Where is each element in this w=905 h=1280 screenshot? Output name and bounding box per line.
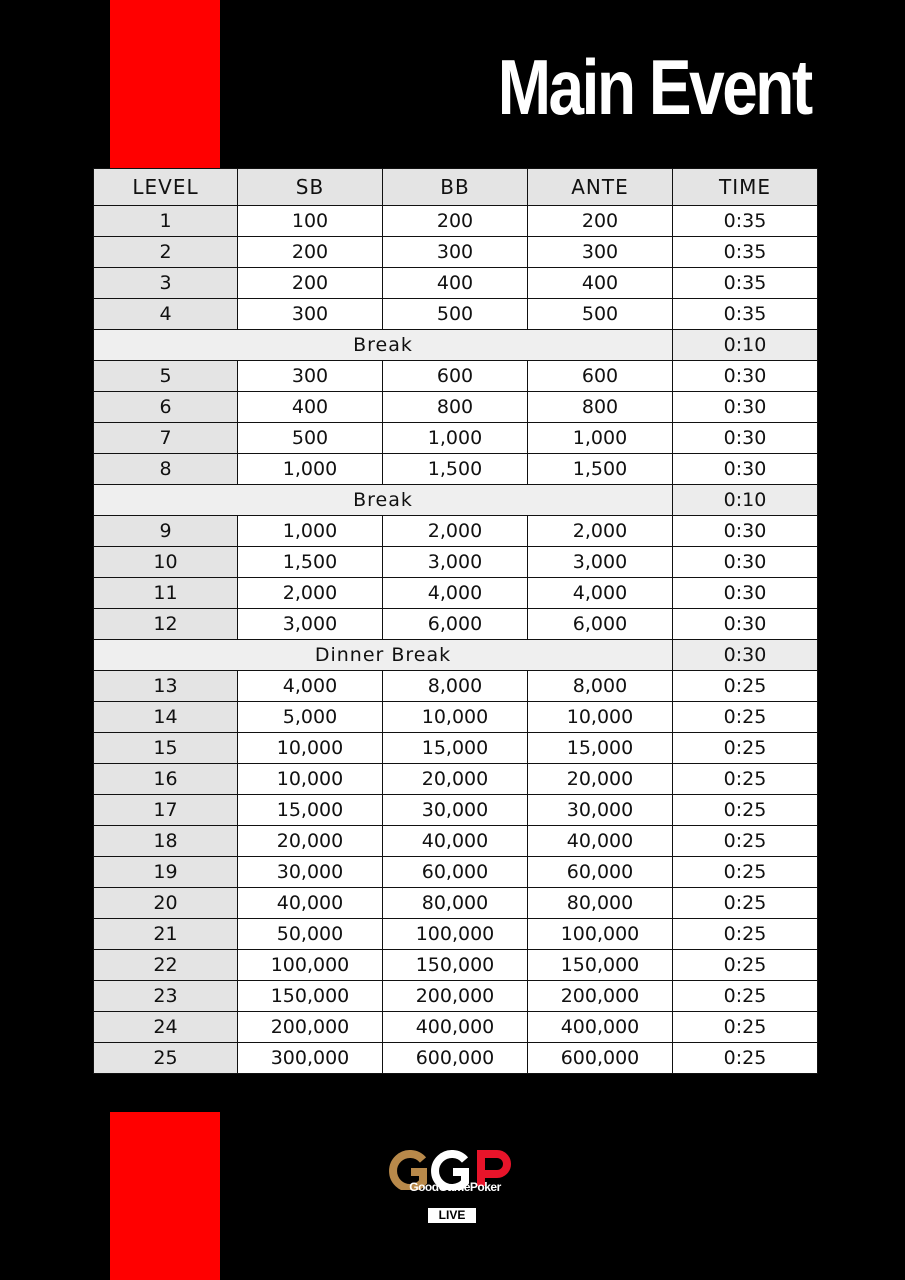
cell-bb: 40,000: [383, 826, 528, 857]
table-row: [94, 950, 818, 981]
cell-sb: 20,000: [238, 826, 383, 857]
cell-ante: 400: [528, 268, 673, 299]
table-row: [94, 919, 818, 950]
cell-bb: 15,000: [383, 733, 528, 764]
cell-sb: 300: [238, 299, 383, 330]
header-time: TIME: [673, 169, 818, 206]
cell-level: 11: [94, 578, 238, 609]
cell-bb: 1,000: [383, 423, 528, 454]
table-header-row: [94, 169, 818, 206]
cell-sb: 100,000: [238, 950, 383, 981]
cell-ante: 1,000: [528, 423, 673, 454]
table-row: [94, 1043, 818, 1074]
cell-bb: 20,000: [383, 764, 528, 795]
red-accent-bar-top: [110, 0, 220, 168]
cell-level: 13: [94, 671, 238, 702]
cell-ante: 100,000: [528, 919, 673, 950]
table-row: [94, 206, 818, 237]
table-row: [94, 888, 818, 919]
cell-ante: 6,000: [528, 609, 673, 640]
cell-bb: 10,000: [383, 702, 528, 733]
cell-ante: 8,000: [528, 671, 673, 702]
cell-sb: 200,000: [238, 1012, 383, 1043]
cell-level: 9: [94, 516, 238, 547]
cell-level: 21: [94, 919, 238, 950]
cell-bb: 600: [383, 361, 528, 392]
table-row: [94, 423, 818, 454]
cell-sb: 15,000: [238, 795, 383, 826]
cell-time: 0:25: [673, 919, 818, 950]
cell-sb: 400: [238, 392, 383, 423]
red-accent-bar-bottom: [110, 1112, 220, 1280]
table-row: [94, 392, 818, 423]
cell-sb: 4,000: [238, 671, 383, 702]
cell-bb: 80,000: [383, 888, 528, 919]
break-label: Break: [94, 485, 673, 516]
cell-ante: 600,000: [528, 1043, 673, 1074]
cell-bb: 150,000: [383, 950, 528, 981]
cell-level: 12: [94, 609, 238, 640]
cell-level: 1: [94, 206, 238, 237]
cell-ante: 40,000: [528, 826, 673, 857]
cell-level: 22: [94, 950, 238, 981]
cell-time: 0:35: [673, 268, 818, 299]
live-badge: LIVE: [428, 1208, 476, 1223]
cell-level: 25: [94, 1043, 238, 1074]
table-row: [94, 454, 818, 485]
table-row: [94, 268, 818, 299]
cell-ante: 10,000: [528, 702, 673, 733]
cell-ante: 1,500: [528, 454, 673, 485]
cell-time: 0:35: [673, 206, 818, 237]
cell-ante: 4,000: [528, 578, 673, 609]
cell-sb: 200: [238, 237, 383, 268]
cell-sb: 5,000: [238, 702, 383, 733]
cell-bb: 3,000: [383, 547, 528, 578]
cell-time: 0:25: [673, 733, 818, 764]
cell-time: 0:35: [673, 237, 818, 268]
cell-time: 0:30: [673, 361, 818, 392]
cell-ante: 80,000: [528, 888, 673, 919]
table-row: [94, 299, 818, 330]
cell-ante: 150,000: [528, 950, 673, 981]
cell-sb: 2,000: [238, 578, 383, 609]
table-row: [94, 671, 818, 702]
cell-ante: 500: [528, 299, 673, 330]
table-row: [94, 702, 818, 733]
table-row: [94, 857, 818, 888]
cell-ante: 20,000: [528, 764, 673, 795]
blind-structure-table: [93, 168, 818, 1074]
cell-time: 0:30: [673, 547, 818, 578]
cell-time: 0:25: [673, 1012, 818, 1043]
ggpoker-live-logo: [385, 1150, 525, 1225]
cell-bb: 8,000: [383, 671, 528, 702]
cell-bb: 200: [383, 206, 528, 237]
cell-time: 0:25: [673, 857, 818, 888]
table-body: [94, 206, 818, 1074]
table-row: [94, 609, 818, 640]
cell-bb: 800: [383, 392, 528, 423]
cell-ante: 800: [528, 392, 673, 423]
cell-bb: 60,000: [383, 857, 528, 888]
cell-sb: 500: [238, 423, 383, 454]
cell-level: 14: [94, 702, 238, 733]
cell-time: 0:25: [673, 702, 818, 733]
cell-level: 2: [94, 237, 238, 268]
cell-level: 18: [94, 826, 238, 857]
cell-sb: 200: [238, 268, 383, 299]
cell-level: 16: [94, 764, 238, 795]
cell-level: 24: [94, 1012, 238, 1043]
break-time: 0:30: [673, 640, 818, 671]
table-row: [94, 547, 818, 578]
cell-time: 0:25: [673, 888, 818, 919]
cell-ante: 300: [528, 237, 673, 268]
logo-wordmark: GoodGamePoker: [409, 1180, 501, 1194]
cell-sb: 30,000: [238, 857, 383, 888]
cell-bb: 30,000: [383, 795, 528, 826]
cell-bb: 500: [383, 299, 528, 330]
cell-level: 20: [94, 888, 238, 919]
cell-sb: 1,000: [238, 516, 383, 547]
break-time: 0:10: [673, 485, 818, 516]
cell-ante: 15,000: [528, 733, 673, 764]
cell-ante: 3,000: [528, 547, 673, 578]
cell-sb: 100: [238, 206, 383, 237]
cell-sb: 10,000: [238, 764, 383, 795]
table-row: [94, 795, 818, 826]
table-row: [94, 981, 818, 1012]
cell-ante: 600: [528, 361, 673, 392]
cell-ante: 2,000: [528, 516, 673, 547]
cell-level: 17: [94, 795, 238, 826]
cell-sb: 1,000: [238, 454, 383, 485]
cell-level: 7: [94, 423, 238, 454]
cell-sb: 300,000: [238, 1043, 383, 1074]
table-row: [94, 361, 818, 392]
header-ante: ANTE: [528, 169, 673, 206]
cell-level: 19: [94, 857, 238, 888]
table-row: [94, 733, 818, 764]
cell-ante: 30,000: [528, 795, 673, 826]
cell-time: 0:25: [673, 981, 818, 1012]
cell-time: 0:30: [673, 609, 818, 640]
cell-level: 8: [94, 454, 238, 485]
page-title: Main Event: [497, 43, 811, 131]
table-row: [94, 764, 818, 795]
cell-bb: 1,500: [383, 454, 528, 485]
cell-sb: 300: [238, 361, 383, 392]
cell-time: 0:25: [673, 826, 818, 857]
header-level: LEVEL: [94, 169, 238, 206]
cell-time: 0:35: [673, 299, 818, 330]
cell-ante: 200: [528, 206, 673, 237]
table-row: [94, 1012, 818, 1043]
cell-bb: 300: [383, 237, 528, 268]
cell-ante: 60,000: [528, 857, 673, 888]
cell-level: 6: [94, 392, 238, 423]
cell-ante: 400,000: [528, 1012, 673, 1043]
cell-bb: 100,000: [383, 919, 528, 950]
cell-bb: 400: [383, 268, 528, 299]
cell-time: 0:25: [673, 950, 818, 981]
break-label: Dinner Break: [94, 640, 673, 671]
cell-time: 0:25: [673, 764, 818, 795]
break-time: 0:10: [673, 330, 818, 361]
cell-bb: 6,000: [383, 609, 528, 640]
cell-level: 10: [94, 547, 238, 578]
cell-ante: 200,000: [528, 981, 673, 1012]
table-row: [94, 516, 818, 547]
break-row: [94, 485, 818, 516]
cell-time: 0:25: [673, 671, 818, 702]
cell-bb: 200,000: [383, 981, 528, 1012]
cell-sb: 50,000: [238, 919, 383, 950]
cell-time: 0:30: [673, 392, 818, 423]
cell-sb: 150,000: [238, 981, 383, 1012]
break-row: [94, 640, 818, 671]
break-label: Break: [94, 330, 673, 361]
cell-time: 0:25: [673, 1043, 818, 1074]
break-row: [94, 330, 818, 361]
cell-sb: 40,000: [238, 888, 383, 919]
cell-time: 0:30: [673, 578, 818, 609]
cell-time: 0:30: [673, 454, 818, 485]
cell-sb: 1,500: [238, 547, 383, 578]
cell-level: 4: [94, 299, 238, 330]
table-row: [94, 578, 818, 609]
cell-sb: 10,000: [238, 733, 383, 764]
cell-level: 3: [94, 268, 238, 299]
cell-bb: 400,000: [383, 1012, 528, 1043]
cell-bb: 600,000: [383, 1043, 528, 1074]
header-sb: SB: [238, 169, 383, 206]
table-row: [94, 826, 818, 857]
cell-time: 0:30: [673, 423, 818, 454]
cell-bb: 2,000: [383, 516, 528, 547]
cell-bb: 4,000: [383, 578, 528, 609]
cell-time: 0:25: [673, 795, 818, 826]
cell-time: 0:30: [673, 516, 818, 547]
table-row: [94, 237, 818, 268]
cell-sb: 3,000: [238, 609, 383, 640]
cell-level: 5: [94, 361, 238, 392]
cell-level: 15: [94, 733, 238, 764]
header-bb: BB: [383, 169, 528, 206]
cell-level: 23: [94, 981, 238, 1012]
